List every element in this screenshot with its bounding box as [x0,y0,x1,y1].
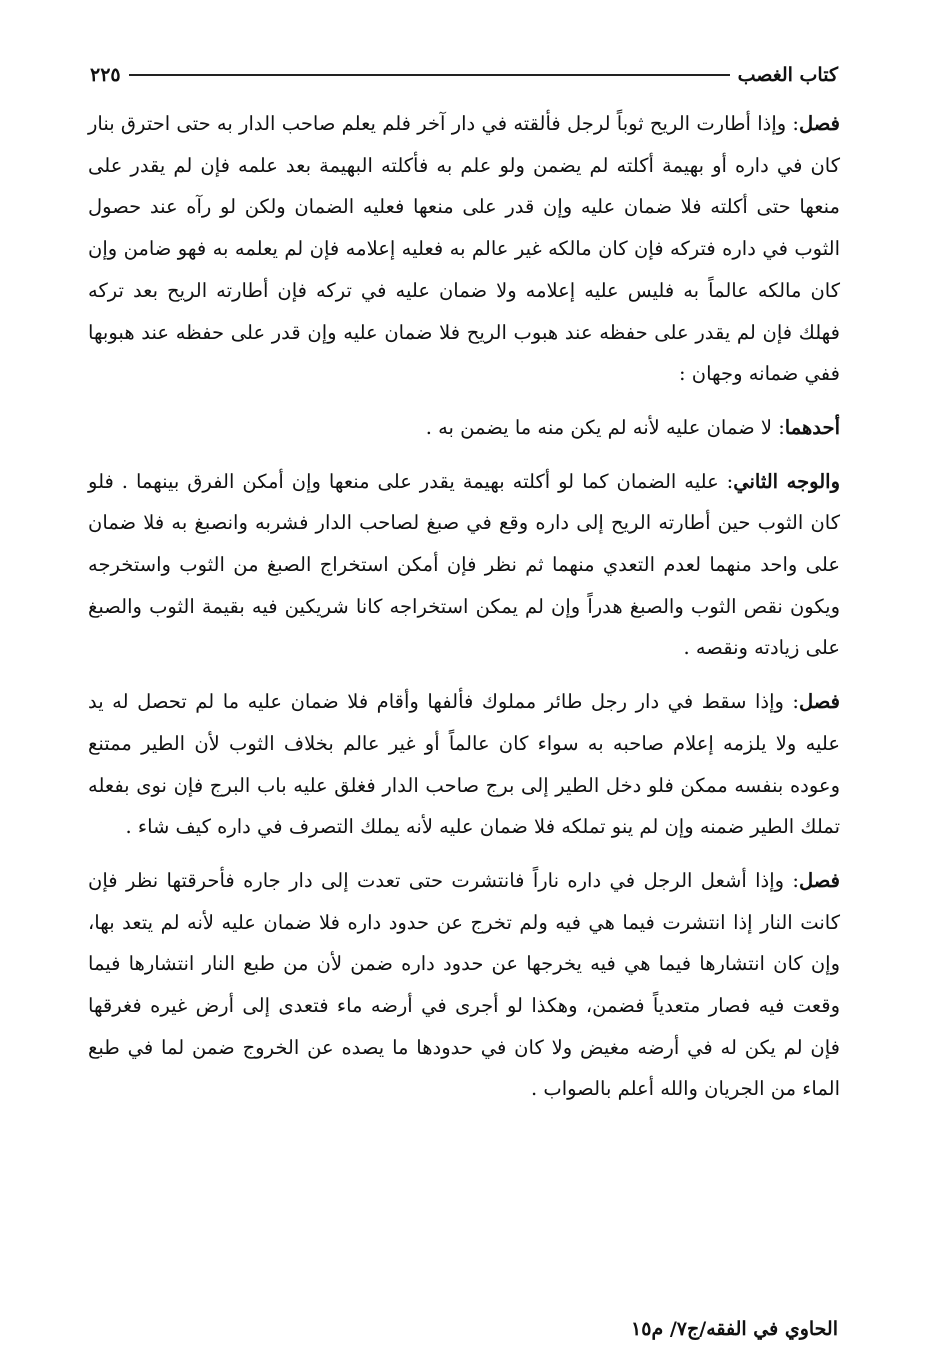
paragraph-text: : وإذا سقط في دار رجل طائر مملوك فألفها وأقام فلا ضمان عليه ما لم تحصل له يد عليه ولا يلزمه إعلام صاحبه به سواء كان عالماً أو غير عالم بخلاف الثوب لأن الطير ممتنع وعوده بنفسه ممكن فلو دخل الطير إلى برج صاحب الدار فغلق عليه باب البرج فإن نوى بفعله تملك الطير ضمنه وإن لم ينو تملكه فلا ضمان عليه لأنه يملك التصرف في داره كيف شاء . [88,690,840,839]
paragraph-first-view [88,407,840,449]
chapter-title: كتاب الغصب [737,64,838,86]
paragraph-text: : لا ضمان عليه لأنه لم يكن منه ما يضمن به . [425,415,785,439]
paragraph-fasl-1 [88,103,840,395]
paragraph-lead: فصل [799,112,840,135]
paragraph-lead: أحدهما [784,415,840,439]
header-rule [129,74,730,76]
paragraph-lead: فصل [799,868,840,892]
paragraph-text: : وإذا أشعل الرجل في داره ناراً فانتشرت حتى تعدت إلى دار جاره فأحرقتها نظر فإن كانت النار إذا انتشرت فيما هي فيه ولم تخرج عن حدود داره فلا ضمان عليه لأنه لم يتعد بها، وإن كان انتشارها فيما هي فيه يخرجها عن حدود داره ضمن لأن من طبع النار انتشارها فيما وقعت فيه فصار متعدياً فضمن، وهكذا لو أجرى في أرضه ماء فتعدى إلى أرض غيره فغرقها فإن لم يكن له في أرضه مغيض ولا كان في حدودها ما يصده عن الخروج ضمن لما في طبع الماء من الجريان والله أعلم بالصواب . [88,868,840,1101]
footer-signature: الحاوي في الفقه/ج٧/ م١٥ [631,1318,838,1340]
paragraph-fasl-3 [88,860,840,1110]
page-number: ٢٢٥ [90,64,121,86]
paragraph-fasl-2 [88,681,840,848]
paragraph-text: : وإذا أطارت الريح ثوباً لرجل فألقته في دار آخر فلم يعلم صاحب الدار به حتى احترق بنار كان في داره أو بهيمة أكلته لم يضمن ولو علم به فأكلته البهيمة بعد علمه فإن لم يقدر على منعها حتى أكلته فلا ضمان عليه وإن قدر على منعها فعليه الضمان ولكن لو رآه عند حصول الثوب في داره فتركه فإن كان مالكه غير عالم به فعليه إعلامه فإن لم يعلمه به فهو ضامن وإن كان مالكه عالماً به فليس عليه إعلامه ولا ضمان عليه في تركه فإن أطارته الريح بعد تركه فهلك فإن لم يقدر على حفظه عند هبوب الريح فلا ضمان عليه وإن قدر على حفظه عند هبوبها ففي ضمانه وجهان : [88,112,840,386]
page-body [88,103,840,1110]
paragraph-lead: والوجه الثاني [733,469,840,493]
running-header [90,60,838,90]
paragraph-text: : عليه الضمان كما لو أكلته بهيمة يقدر على منعها وإن أمكن الفرق بينهما . فلو كان الثوب حين أطارته الريح إلى داره وقع في صبغ لصاحب الدار فشربه وانصبغ به فلا ضمان على واحد منهما لعدم التعدي منهما ثم نظر فإن أمكن استخراج الصبغ من الثوب واستخرجه ويكون نقص الثوب والصبغ هدراً وإن لم يمكن استخراجه كانا شريكين فيه بقيمة الثوب والصبغ على زيادته ونقصه . [88,469,840,660]
paragraph-lead: فصل [799,690,840,714]
paragraph-second-view [88,461,840,670]
